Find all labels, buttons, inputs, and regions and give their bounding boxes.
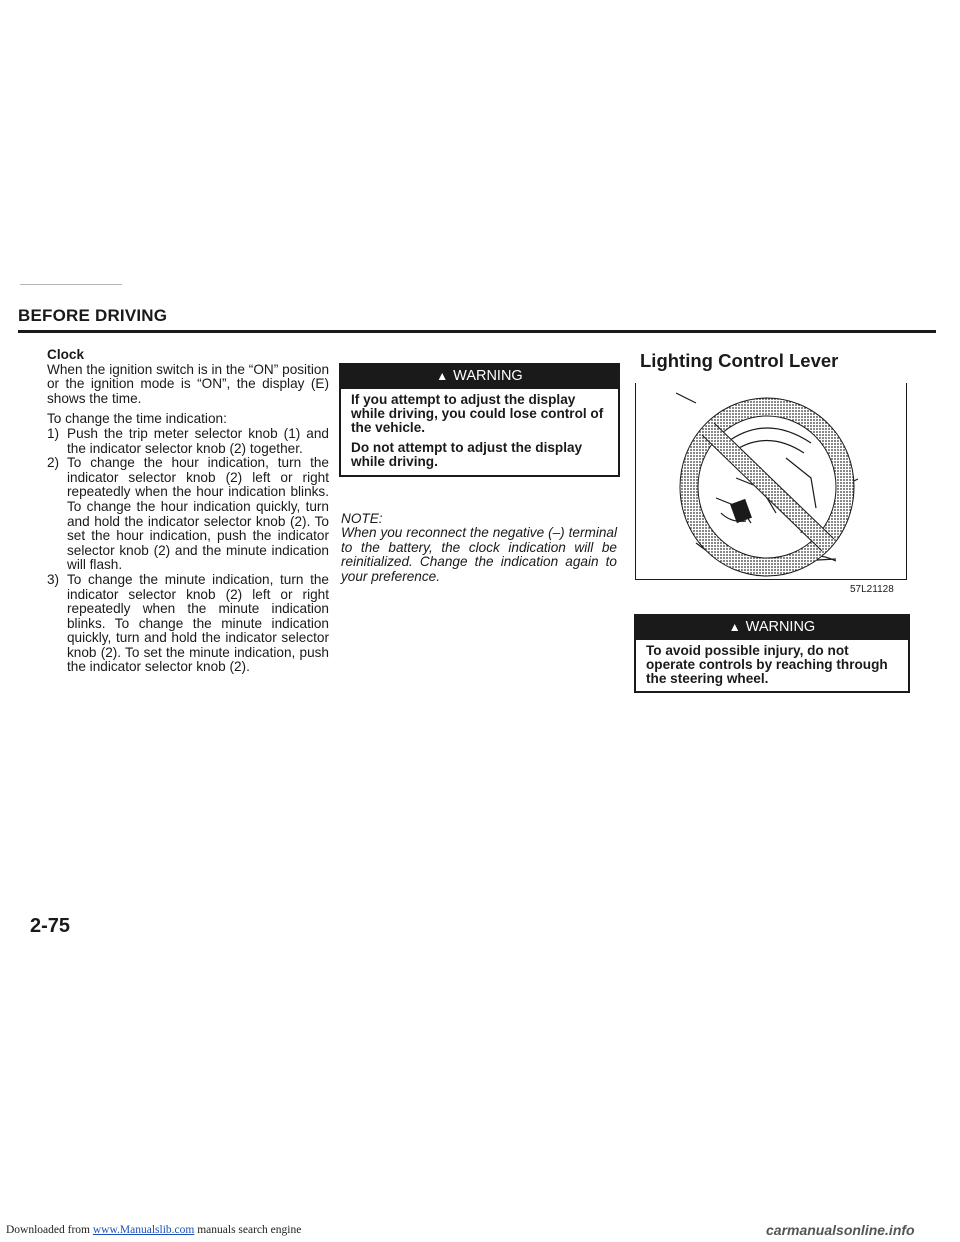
warning-box-display [339, 363, 620, 477]
figure-frame [635, 383, 907, 580]
warning-text: If you attempt to adjust the display while driving, you could lose control of the vehicle. [351, 392, 604, 435]
clock-title: Clock [47, 347, 85, 362]
warning-header [339, 363, 620, 389]
prohibition-slash [708, 429, 828, 545]
header-rule [18, 330, 936, 333]
step-item [47, 427, 329, 456]
step-number: 1) [47, 425, 60, 441]
no-reach-through-wheel-illustration [636, 383, 906, 579]
section-header: BEFORE DRIVING [18, 306, 168, 325]
step-text: To change the minute indication, turn the indicator selector knob (2) left or right repeatedly when the minute indication blinks. To change the minute indication quickly, turn and hold the indicator selector knob (2). To set the minute indication, push the indicator selector knob (2). [67, 571, 329, 675]
step-item [47, 573, 329, 675]
step-item [47, 456, 329, 573]
clock-lead: To change the time indication: [47, 411, 227, 427]
note-label: NOTE: [341, 511, 383, 526]
download-footer [6, 1224, 301, 1236]
warning-text: Do not attempt to adjust the display while driving. [351, 440, 583, 470]
warning-box-steering [634, 614, 910, 693]
clock-section [47, 348, 329, 675]
step-number: 2) [47, 455, 60, 471]
watermark-text: carmanualsonline.info [766, 1222, 915, 1238]
lighting-title: Lighting Control Lever [640, 350, 839, 371]
warning-label: WARNING [453, 368, 523, 384]
clock-steps [47, 427, 329, 675]
footer-prefix: Downloaded from [6, 1224, 90, 1236]
clock-intro: When the ignition switch is in the “ON” position or the ignition mode is “ON”, the display (E) shows the time. [47, 361, 329, 406]
top-divider [20, 284, 122, 285]
warning-header [634, 614, 910, 640]
step-text: Push the trip meter selector knob (1) and the indicator selector knob (2) together. [67, 425, 329, 456]
figure-code: 57L21128 [850, 584, 894, 595]
footer-suffix: manuals search engine [197, 1224, 302, 1236]
warning-triangle-icon: ▲ [728, 620, 741, 634]
manualslib-link[interactable]: www.Manualslib.com [92, 1224, 195, 1236]
warning-label: WARNING [745, 619, 816, 635]
warning-text: To avoid possible injury, do not operate controls by reaching through the steering wheel. [646, 643, 888, 686]
warning-triangle-icon: ▲ [436, 369, 449, 383]
note-text: When you reconnect the negative (–) terminal to the battery, the clock indication will be reinitialized. Change the indication again to your preference. [341, 525, 617, 584]
page-number: 2-75 [30, 915, 71, 937]
note-block [341, 512, 617, 584]
step-number: 3) [47, 571, 60, 587]
step-text: To change the hour indication, turn the indicator selector knob (2) left or right repeatedly when the hour indication blinks. To change the hour indication quickly, turn and hold the indicator selector knob (2). To set the hour indication, push the indicator selector knob (2) and the minute indication will flash. [67, 455, 329, 573]
warning-body [636, 640, 908, 691]
warning-body [341, 389, 618, 475]
